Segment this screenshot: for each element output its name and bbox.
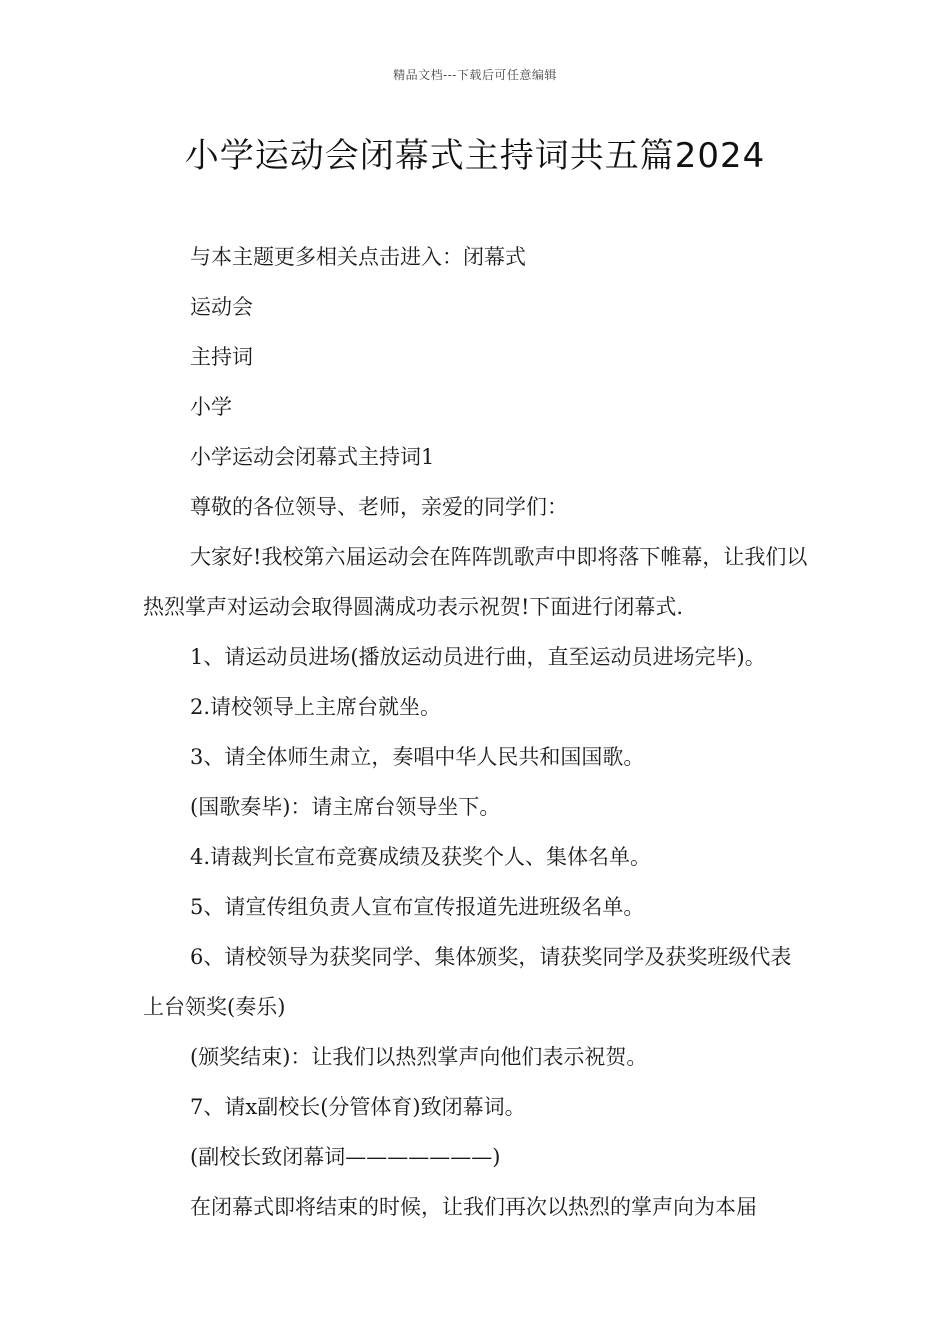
salutation: 尊敬的各位领导、老师，亲爱的同学们： (190, 495, 568, 519)
header-note: 精品文档---下载后可任意编辑 (393, 68, 557, 82)
section-heading: 小学运动会闭幕式主持词1 (190, 445, 435, 469)
paragraph: 6、请校领导为获奖同学、集体颁奖，请获奖同学及获奖班级代表上台领奖(奏乐) (143, 945, 792, 1019)
paragraph: (副校长致闭幕词———————) (190, 1145, 501, 1169)
document-title: 小学运动会闭幕式主持词共五篇2024 (184, 136, 766, 176)
paragraph: (国歌奏毕)：请主席台领导坐下。 (190, 795, 501, 819)
related-topic-primary-school[interactable]: 小学 (190, 395, 232, 419)
paragraph: 1、请运动员进场(播放运动员进行曲，直至运动员进场完毕)。 (190, 645, 766, 669)
paragraph: 7、请x副校长(分管体育)致闭幕词。 (190, 1095, 526, 1119)
related-topic-sports-meet[interactable]: 运动会 (190, 295, 253, 319)
document-body (143, 232, 808, 1232)
paragraph: (颁奖结束)：让我们以热烈掌声向他们表示祝贺。 (190, 1045, 648, 1069)
paragraph: 3、请全体师生肃立，奏唱中华人民共和国国歌。 (190, 745, 645, 769)
paragraph: 4.请裁判长宣布竞赛成绩及获奖个人、集体名单。 (190, 845, 652, 869)
paragraph: 大家好!我校第六届运动会在阵阵凯歌声中即将落下帷幕，让我们以热烈掌声对运动会取得圆满成功表示祝贺!下面进行闭幕式. (143, 545, 808, 619)
paragraph: 2.请校领导上主席台就坐。 (190, 695, 442, 719)
paragraph: 5、请宣传组负责人宣布宣传报道先进班级名单。 (190, 895, 645, 919)
related-topics-line: 与本主题更多相关点击进入：闭幕式 (190, 245, 526, 269)
related-topic-host-script[interactable]: 主持词 (190, 345, 253, 369)
paragraph: 在闭幕式即将结束的时候，让我们再次以热烈的掌声向为本届 (190, 1195, 757, 1219)
